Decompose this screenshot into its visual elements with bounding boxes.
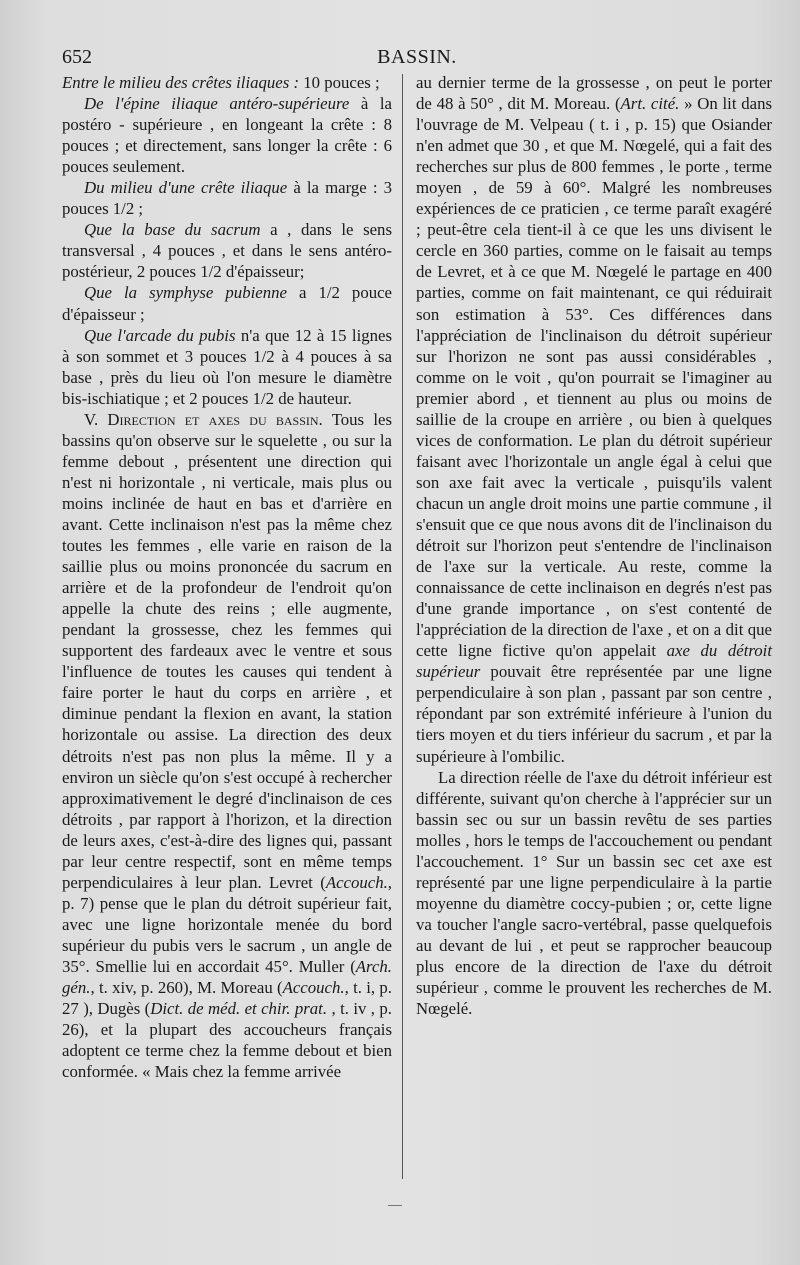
footer-mark <box>388 1205 402 1206</box>
paragraph: Entre le milieu des crêtes iliaques : 10 pouces ; <box>62 73 380 92</box>
running-title: BASSIN. <box>377 46 457 68</box>
page-header <box>62 44 772 70</box>
left-column <box>62 72 392 1082</box>
paragraph: Du milieu d'une crête iliaque à la marge : 3 pouces 1/2 ; <box>62 178 392 219</box>
paragraph: Que la base du sacrum a , dans le sens transversal , 4 pouces , et dans le sens antéro-postérieur, 2 pouces 1/2 d'épaisseur; <box>62 220 392 282</box>
column-divider <box>402 74 403 1179</box>
paragraph: Que la symphyse pubienne a 1/2 pouce d'épaisseur ; <box>62 283 392 324</box>
page-number: 652 <box>62 46 92 68</box>
paragraph: au dernier terme de la grossesse , on peut le porter de 48 à 50° , dit M. Moreau. (Art. cité. » On lit dans l'ouvrage de M. Velpeau ( t. i , p. 15) que Osiander n'en admet que 30 , et que M. Nœgelé, qui a fait des recherches sur plus de 800 femmes , le porte , terme moyen , de 59 à 60°. Malgré les nombreuses expériences de ce praticien , ce terme paraît exagéré ; peut-être cela tient-il à ce que les uns divisent le cercle en 360 parties, comme on le faisait au temps de Levret, et à ce que M. Nœgelé le partage en 400 parties, comme on fait maintenant, ce qui réduirait son estimation à 53°. Ces différences dans l'appréciation de l'inclinaison du détroit supérieur sur l'horizon ne sont pas aussi considérables , comme on le voit , qu'on pourrait se l'imaginer au premier abord , et tiennent au plus ou moins de saillie de la croupe en arrière , ou bien à quelques vices de conformation. Le plan du détroit supérieur faisant avec l'horizontale un angle égal à celui que son axe fait avec la verticale , puisqu'ils valent chacun un angle droit moins une partie commune , il s'ensuit que ce que nous avons dit de l'inclinaison du détroit sur l'horizon peut s'entendre de l'inclinaison de l'axe sur la verticale. Au reste, comme la connaissance de cette inclinaison en degrés n'est pas d'une grande importance , on s'est contenté de l'appréciation de la direction de l'axe , et on a dit que cette ligne fictive qu'on appelait axe du détroit supérieur pouvait être représentée par une ligne perpendiculaire à son plan , passant par son centre , répondant par son extrémité inférieure à l'union du tiers moyen et du tiers inférieur du sacrum , et par la supérieure à l'ombilic. <box>416 73 772 766</box>
paragraph: Que l'arcade du pubis n'a que 12 à 15 lignes à son sommet et 3 pouces 1/2 à 4 pouces à sa base , près du lieu où l'on mesure le diamètre bis-ischiatique ; et 2 pouces 1/2 de hauteur. <box>62 325 392 408</box>
paragraph: De l'épine iliaque antéro-supérieure à la postéro - supérieure , en longeant la crête : 8 pouces ; et directement, sans longer la crête : 6 pouces seulement. <box>62 94 392 177</box>
paragraph: V. Direction et axes du bassin. Tous les bassins qu'on observe sur le squelette , ou sur la femme debout , présentent une direction qui n'est ni horizontale , ni verticale, mais plus ou moins inclinée de haut en bas et d'arrière en avant. Cette inclinaison n'est pas la même chez toutes les femmes , elle varie en raison de la saillie plus ou moins prononcée du sacrum en arrière et de la profondeur de l'endroit qu'on appelle la chute des reins ; elle augmente, pendant la grossesse, chez les femmes qui supportent des fardeaux avec le ventre et sous l'influence de toutes les causes qui tendent à faire porter le haut du corps en arrière , et diminue pendant la flexion en avant, la station horizontale ou assise. La direction des deux détroits n'est pas non plus la même. Il y a environ un siècle qu'on s'est occupé à rechercher approximativement le degré d'inclinaison de ces détroits , par rapport à l'horizon, et la direction de leurs axes, c'est-à-dire des lignes qui, passant par leur centre respectif, sont en même temps perpendiculaires à leur plan. Levret (Accouch., p. 7) pense que le plan du détroit supérieur fait, avec une ligne horizontale menée du bord supérieur du pubis vers le sacrum , un angle de 35°. Smellie lui en accordait 45°. Muller (Arch. gén., t. xiv, p. 260), M. Moreau (Accouch., t. i, p. 27 ), Dugès (Dict. de méd. et chir. prat. , t. iv , p. 26), et la plupart des accoucheurs français adoptent ce terme chez la femme debout et bien conformée. « Mais chez la femme arrivée <box>62 409 392 1082</box>
paragraph: La direction réelle de l'axe du détroit inférieur est différente, suivant qu'on cherche à l'apprécier sur un bassin sec ou sur un bassin revêtu de ses parties molles , hors le temps de l'accouchement ou pendant l'accouchement. 1° Sur un bassin sec cet axe est représenté par une ligne perpendiculaire à la partie moyenne du diamètre coccy-pubien ; or, cette ligne va toucher l'angle sacro-vertébral, passe quelquefois au devant de lui , et peut se rapprocher beaucoup plus encore de la direction de l'axe du détroit supérieur , comme le prouvent les recherches de M. Nœgelé. <box>416 767 772 1019</box>
right-column <box>416 72 772 1019</box>
